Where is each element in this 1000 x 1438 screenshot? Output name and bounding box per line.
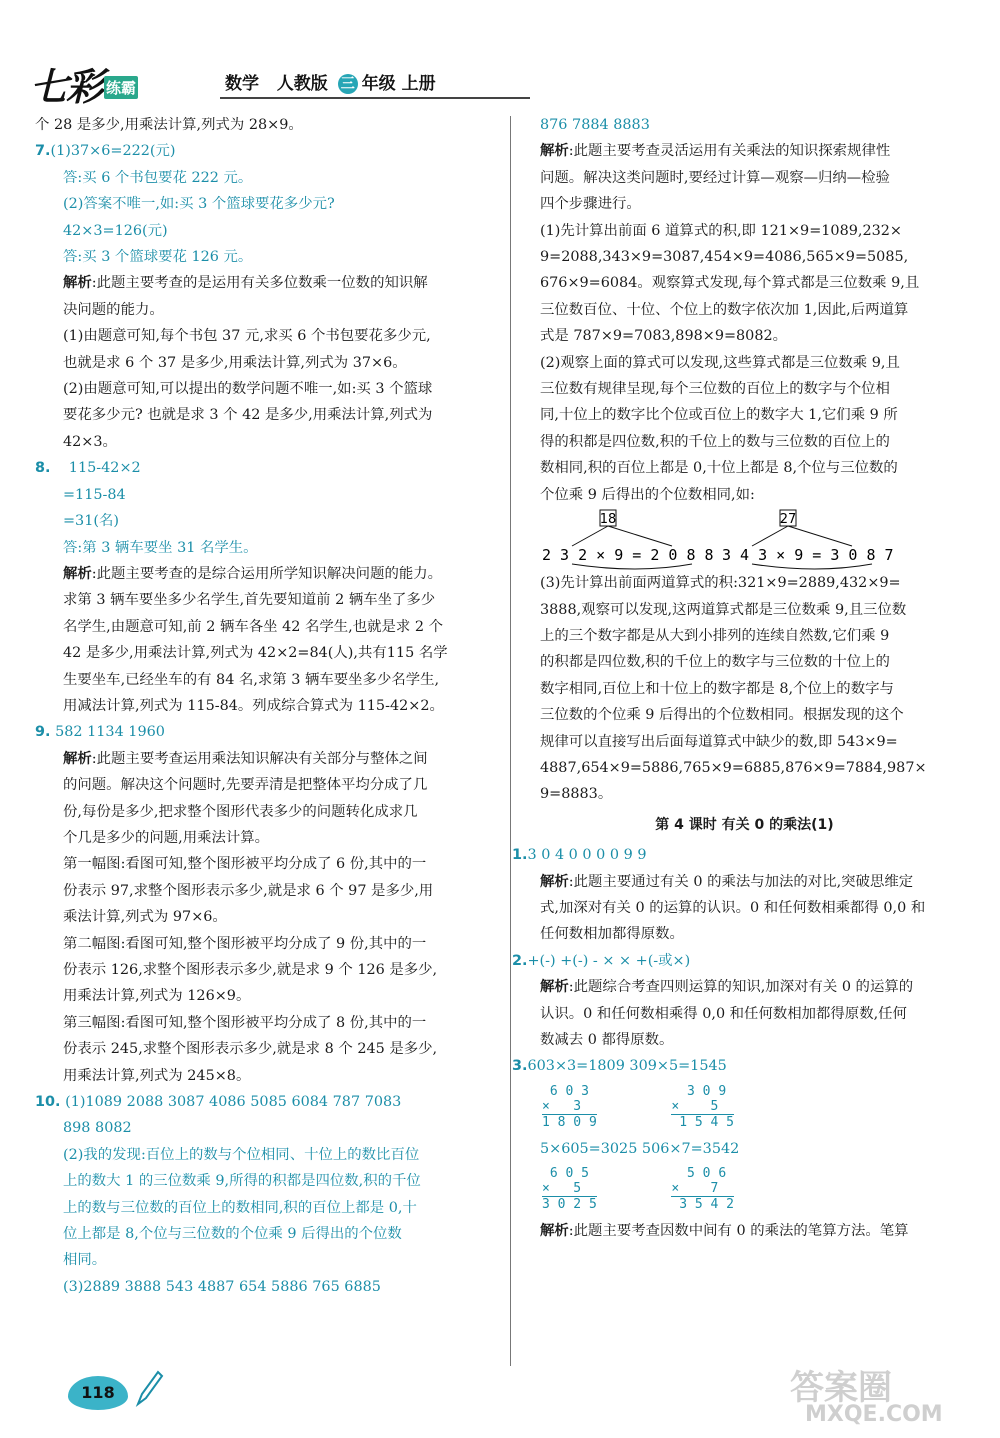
text-line: 乘法计算,列式为 97×6。 [63, 909, 227, 926]
answer-10: 10. (1)1089 2088 3087 4086 5085 6084 787 7083 [35, 1094, 402, 1111]
page-header [30, 55, 510, 115]
text-line: 答:第 3 辆车要坐 31 名学生。 [63, 539, 258, 556]
text-line: (1)由题意可知,每个书包 37 元,求买 6 个书包要花多少元, [63, 328, 431, 345]
text-line: 要花多少元? 也就是求 3 个 42 是多少,用乘法计算,列式为 [63, 407, 433, 424]
text-line: 任何数相加都得原数。 [540, 926, 684, 943]
text-line: 用乘法计算,列式为 126×9。 [63, 988, 251, 1005]
text-line: 数减去 0 都得原数。 [540, 1032, 674, 1048]
answer-2: 2.+(-) +(-) - × × +(-或×) [512, 952, 691, 969]
answer-1: 1.3 0 4 0 0 0 0 9 9 [512, 847, 647, 864]
arrow-lines [752, 526, 852, 546]
answer-8: 8. 115-42×2 [35, 460, 141, 477]
pattern-diagram-svg [542, 508, 962, 570]
analysis: 解析:此题主要考查灵活运用有关乘法的知识探索规律性 [540, 143, 891, 160]
text-line: 份,每份是多少,把求整个图形代表多少的问题转化成求几 [63, 803, 418, 820]
text-line: (2)观察上面的算式可以发现,这些算式都是三位数乘 9,且 [540, 354, 900, 371]
text-line: 42×3。 [63, 433, 117, 450]
vertical-calc: 3 0 9 × 5 1 5 4 5 [671, 1083, 734, 1130]
text-line: 上的数大 1 的三位数乘 9,所得的积都是四位数,积的千位 [63, 1173, 421, 1190]
text-line: 3888,观察可以发现,这两道算式都是三位数乘 9,且三位数 [540, 601, 907, 618]
text-line: 上的数与三位数的百位上的数相同,积的百位上都是 0,十 [63, 1199, 417, 1216]
text-line: 5×605=3025 506×7=3542 [540, 1140, 740, 1157]
text-line: 的问题。解决这个问题时,先要弄清是把整体平均分成了几 [63, 777, 428, 794]
answer-9: 9. 582 1134 1960 [35, 724, 165, 741]
logo-badge: 练霸 [104, 76, 138, 99]
grade: 年级 [361, 74, 396, 94]
analysis: 解析:此题主要通过有关 0 的乘法与加法的对比,突破思维定 [540, 873, 914, 890]
edition: 人教版 [276, 74, 328, 94]
analysis: 解析:此题主要考查的是运用有关多位数乘一位数的知识解 [63, 275, 428, 292]
text-line: =31(名) [63, 513, 119, 530]
text-line: 数相同,积的百位上都是 0,十位上都是 8,个位与三位数的 [540, 460, 898, 477]
text-line: 42 是多少,用乘法计算,列式为 42×2=84(人),共有115 名学 [63, 645, 448, 662]
text-line: 认识。0 和任何数相乘得 0,0 和任何数相加都得原数,任何 [540, 1005, 907, 1022]
text-line: 个位乘 9 后得出的个位数相同,如: [540, 486, 755, 503]
text-line: (2)由题意可知,可以提出的数学问题不唯一,如:买 3 个篮球 [63, 381, 433, 398]
volume: 上册 [401, 74, 436, 94]
analysis: 解析:此题主要考查的是综合运用所学知识解决问题的能力。 [63, 565, 443, 582]
text-line: 898 8082 [63, 1120, 132, 1137]
text-line: 个几是多少的问题,用乘法计算。 [63, 829, 270, 846]
pencil-icon [134, 1368, 164, 1408]
vertical-calc-row [512, 1162, 977, 1218]
text-line: 份表示 126,求整个图形表示多少,就是求 9 个 126 是多少, [63, 962, 438, 978]
text-line: 份表示 97,求整个图形表示多少,就是求 6 个 97 是多少,用 [63, 882, 434, 899]
text-line: 名学生,由题意可知,前 2 辆车各坐 42 名学生,也就是求 2 个 [63, 618, 443, 635]
arrow-lines [572, 526, 672, 546]
text-line: 第一幅图:看图可知,整个图形被平均分成了 6 份,其中的一 [63, 856, 427, 873]
text-line: (3)2889 3888 543 4887 654 5886 765 6885 [63, 1278, 381, 1295]
text-line: 9=2088,343×9=3087,454×9=4086,565×9=5085, [540, 249, 909, 266]
diagram-top-label: 27 [779, 512, 797, 528]
diagram-equation: 2 3 2 × 9 = 2 0 8 8 [542, 546, 714, 565]
analysis: 解析:此题主要考查因数中间有 0 的乘法的笔算方法。笔算 [540, 1223, 909, 1240]
book-title [225, 69, 436, 94]
text-line: 答:买 3 个篮球要花 126 元。 [63, 249, 253, 266]
vertical-calc: 6 0 5 × 5 3 0 2 5 [542, 1166, 597, 1213]
text-line: 得的积都是四位数,积的千位上的数与三位数的百位上的 [540, 433, 890, 450]
text-line: (2)我的发现:百位上的数与个位相同、十位上的数比百位 [63, 1146, 420, 1163]
text-line: (1)先计算出前面 6 道算式的积,即 121×9=1089,232× [540, 222, 902, 239]
vertical-calc: 5 0 6 × 7 3 5 4 2 [671, 1166, 734, 1213]
text-line: 42×3=126(元) [63, 222, 168, 239]
text-line: 份表示 245,求整个图形表示多少,就是求 8 个 245 是多少, [63, 1041, 438, 1058]
text-line: 第三幅图:看图可知,整个图形被平均分成了 8 份,其中的一 [63, 1014, 427, 1031]
logo-text: 七彩 [30, 65, 103, 109]
arrow-curve [752, 564, 872, 569]
text-line: 答:买 6 个书包要花 222 元。 [63, 169, 253, 186]
answer-3: 3.603×3=1809 309×5=1545 [512, 1058, 727, 1075]
arrow-curve [572, 564, 692, 569]
text-line: 求第 3 辆车要坐多少名学生,首先要知道前 2 辆车坐了多少 [63, 592, 436, 609]
text-line: 9=8883。 [540, 786, 613, 803]
text-line: 用乘法计算,列式为 245×8。 [63, 1067, 251, 1084]
text-line: 三位数有规律呈现,每个三位数的百位上的数字与个位相 [540, 381, 890, 398]
page-number: 118 [68, 1376, 128, 1410]
right-column [512, 112, 977, 1245]
grade-badge: 三 [338, 74, 358, 94]
diagram-equation: 3 4 3 × 9 = 3 0 8 7 [722, 546, 894, 565]
text-line: =115-84 [63, 486, 126, 503]
text-line: 相同。 [63, 1252, 107, 1269]
vertical-calc-row [512, 1080, 977, 1136]
subject: 数学 [225, 74, 259, 94]
text-line: 数字相同,百位上和十位上的数字都是 8,个位上的数字与 [540, 680, 894, 697]
text-line: 同,十位上的数字比个位或百位上的数字大 1,它们乘 9 所 [540, 407, 898, 424]
text-line: 生要坐车,已经坐车的有 84 名,求第 3 辆车要坐多少名学生, [63, 671, 440, 688]
text-line: 式,加深对有关 0 的运算的认识。0 和任何数相乘都得 0,0 和 [540, 899, 926, 916]
text-line: 876 7884 8883 [540, 117, 650, 133]
text-line: 676×9=6084。观察算式发现,每个算式都是三位数乘 9,且 [540, 275, 920, 292]
text-line: (2)答案不唯一,如:买 3 个篮球要花多少元? [63, 196, 335, 213]
header-rule [220, 97, 530, 99]
analysis: 解析:此题主要考查运用乘法知识解决有关部分与整体之间 [63, 750, 428, 767]
analysis: 解析:此题综合考查四则运算的知识,加深对有关 0 的运算的 [540, 979, 914, 996]
text-line: 三位数的个位乘 9 后得出的个位数相同。根据发现的这个 [540, 707, 904, 724]
text-line: 位上都是 8,个位与三位数的个位乘 9 后得出的个位数 [63, 1226, 402, 1243]
vertical-calc: 6 0 3 × 3 1 8 0 9 [542, 1083, 597, 1130]
diagram-top-label: 18 [599, 512, 617, 528]
pattern-diagram [542, 508, 977, 570]
text-line: 式是 787×9=7083,898×9=8082。 [540, 328, 788, 345]
text-line: 规律可以直接写出后面每道算式中缺少的数,即 543×9= [540, 733, 898, 750]
column-divider [510, 116, 511, 1366]
answer-7: 7.(1)37×6=222(元) [35, 143, 176, 160]
text-line: 第二幅图:看图可知,整个图形被平均分成了 9 份,其中的一 [63, 935, 427, 952]
text-line: 四个步骤进行。 [540, 196, 641, 213]
lesson-title: 第 4 课时 有关 0 的乘法(1) [655, 816, 834, 833]
text-line: 用减法计算,列式为 115-84。列成综合算式为 115-42×2。 [63, 697, 444, 714]
brand-logo [30, 61, 138, 107]
text-line: 三位数百位、十位、个位上的数字依次加 1,因此,后两道算 [540, 301, 909, 318]
text-line: 的积都是四位数,积的千位上的数字与三位数的十位上的 [540, 654, 890, 671]
text-line: 决问题的能力。 [63, 301, 164, 318]
text-line: (3)先计算出前面两道算式的积:321×9=2889,432×9= [540, 575, 901, 592]
text-line: 也就是求 6 个 37 是多少,用乘法计算,列式为 37×6。 [63, 354, 407, 371]
text-line: 4887,654×9=5886,765×9=6885,876×9=7884,987× [540, 759, 927, 776]
watermark-url: MXQE.COM [805, 1402, 943, 1427]
watermark-logo: 答案圈 [790, 1368, 892, 1408]
text-line: 上的三个数字都是从大到小排列的连续自然数,它们乘 9 [540, 627, 890, 644]
left-column [35, 112, 505, 1300]
text-line: 问题。解决这类问题时,要经过计算—观察—归纳—检验 [540, 169, 890, 186]
text-line: 个 28 是多少,用乘法计算,列式为 28×9。 [35, 117, 303, 133]
